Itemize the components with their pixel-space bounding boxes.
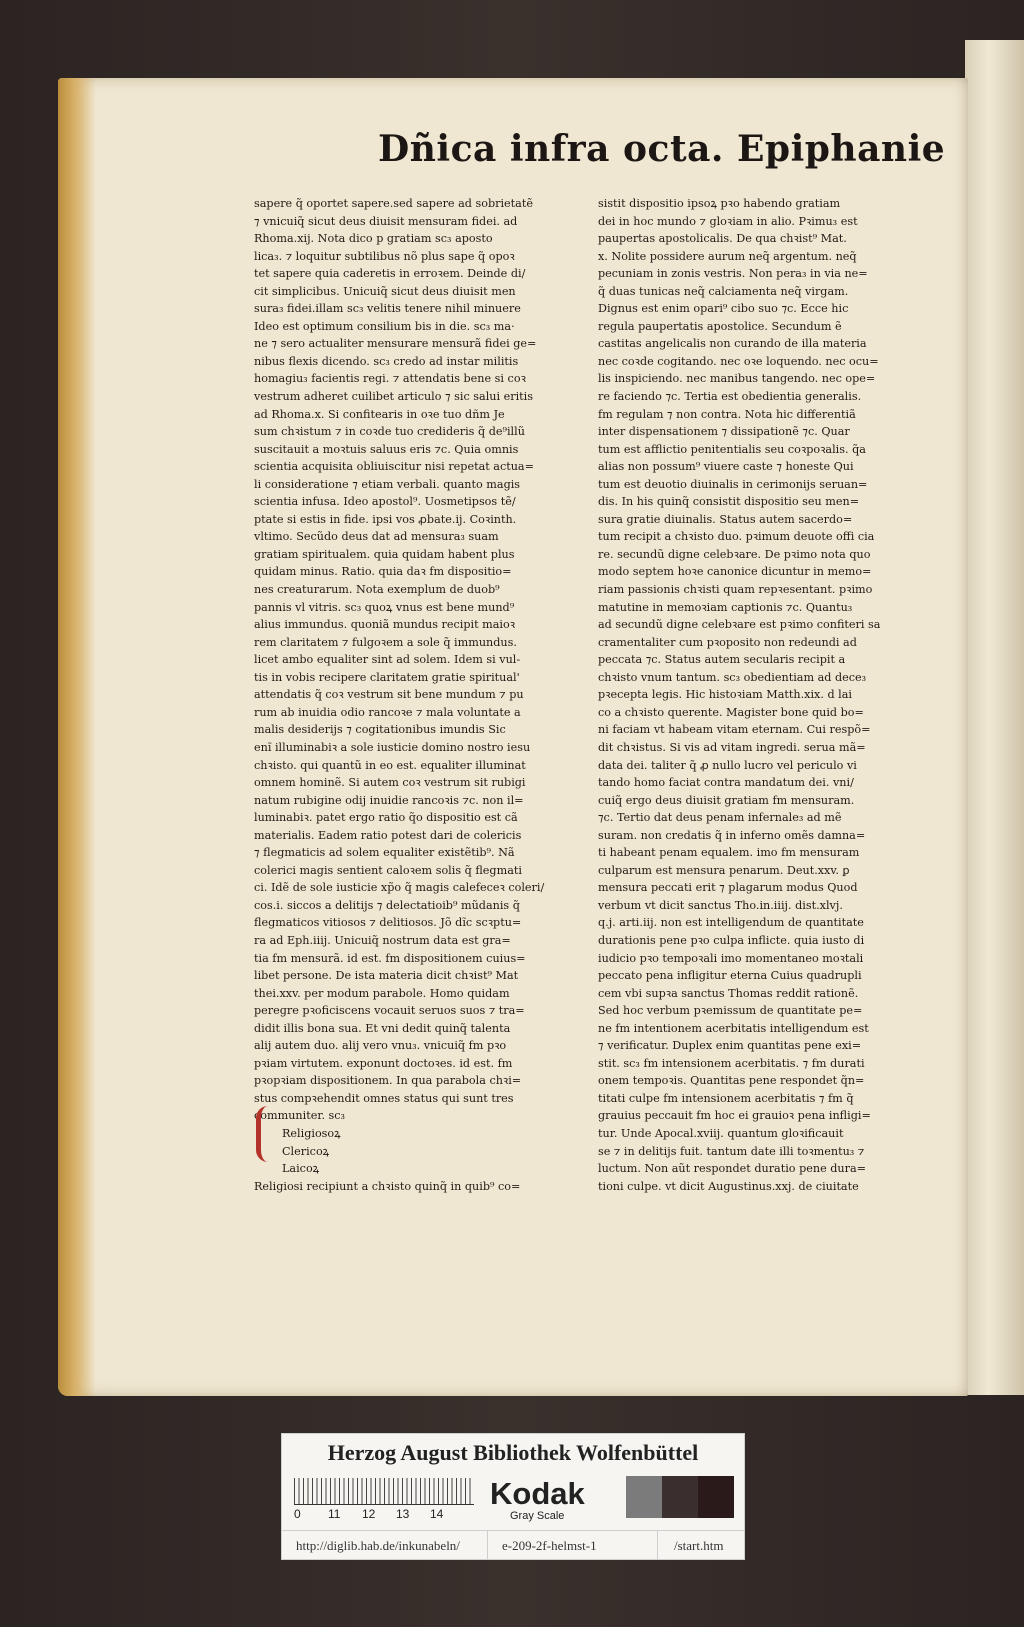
text-line: ⁊ verificatur. Duplex enim quantitas pene exi= — [598, 1039, 862, 1053]
page-heading: Dñica infra octa. Epiphanie — [378, 128, 946, 170]
text-line: rum ab inuidia odio rancoꝛe ⁊ mala voluntate a — [254, 705, 521, 719]
text-line: luctum. Non aũt respondet duratio pene dura= — [598, 1162, 867, 1176]
text-line: paupertas apostolicalis. De qua chꝛist⁹ Mat. — [598, 232, 847, 246]
text-line: alias non possum⁹ viuere caste ⁊ honeste Qui — [598, 460, 854, 474]
text-line: ad Rhoma.x. Si confitearis in oꝛe tuo dñm Je — [254, 407, 505, 421]
text-line: se ⁊ in delitijs fuit. tantum date illi toꝛmentu₃ ⁊ — [598, 1144, 865, 1158]
url-divider — [487, 1531, 488, 1560]
text-line: cem vbi supꝛa sanctus Thomas reddit rationẽ. — [598, 986, 859, 1000]
text-line: regula paupertatis apostolice. Secundum ẽ — [598, 319, 842, 333]
text-line: chꝛisto vnum tantum. sc₃ obedientiam ad dece₃ — [598, 670, 867, 684]
text-line: vltimo. Secũdo deus dat ad mensura₃ suam — [254, 530, 499, 544]
text-line: verbum vt dicit sanctus Tho.in.iiij. dist.xlvj. — [598, 898, 843, 912]
estates-list-item: Religiosoꝝ — [282, 1126, 341, 1140]
text-line: tur. Unde Apocal.xviij. quantum gloꝛificauit — [598, 1126, 844, 1140]
ruler-number: 12 — [362, 1507, 376, 1521]
url-base[interactable]: http://diglib.hab.de/inkunabeln/ — [296, 1538, 460, 1553]
text-line: nibus flexis dicendo. sc₃ credo ad instar militis — [254, 354, 519, 368]
text-line: enĩ illuminabiꝛ a sole iusticie domino nostro iesu — [254, 740, 531, 754]
gray-swatch — [698, 1476, 734, 1518]
left-text-column — [254, 195, 576, 1195]
text-line: stus compꝛehendit omnes status qui sunt tres — [254, 1091, 514, 1105]
text-line: sum chꝛistum ⁊ in coꝛde tuo credideris q̃ de⁹illũ — [254, 425, 525, 439]
text-line: suscitauit a moꝛtuis saluus eris ⁊c. Quia omnis — [254, 442, 519, 456]
text-line: modo septem hoꝛe canonice dicuntur in memo= — [598, 565, 872, 579]
text-line: co a chꝛisto querente. Magister bone quid bo= — [598, 705, 864, 719]
text-line: tum recipit a chꝛisto duo. pꝛimum deuote offi cia — [598, 530, 875, 544]
text-line: nes creaturarum. Nota exemplum de duob⁹ — [254, 583, 500, 597]
text-line: iudicio pꝛo tempoꝛali imo momentaneo moꝛtali — [598, 951, 864, 965]
text-line: ad secundũ digne celebꝛare est pꝛimo confiteri sa — [598, 618, 881, 632]
text-line: cit simplicibus. Unicuiq̃ sicut deus diuisit men — [254, 284, 516, 298]
gray-swatch — [662, 1476, 698, 1518]
text-line: flegmaticos vitiosos ⁊ delitiosos. Jõ dĩc scꝛptu= — [254, 916, 522, 930]
text-line: omnem hominẽ. Si autem coꝛ vestrum sit rubigi — [254, 776, 526, 790]
ruler-number: 14 — [430, 1507, 444, 1521]
text-line: dis. In his quinq̃ consistit dispositio seu men= — [598, 495, 860, 509]
text-line: ne ⁊ sero actualiter mensurare mensurã fidei ge= — [254, 337, 537, 351]
text-line: tando homo faciat contra mandatum dei. vni/ — [598, 776, 854, 790]
text-line: attendatis q̃ coꝛ vestrum sit bene mundum ⁊ pu — [254, 688, 524, 702]
text-line: rem claritatem ⁊ fulgoꝛem a sole q̃ immundus. — [254, 635, 517, 649]
text-line: li consideratione ⁊ etiam verbali. quanto magis — [254, 477, 521, 491]
text-line: castitas angelicalis non curando de illa materia — [598, 337, 867, 351]
ruler-number: 0 — [294, 1507, 301, 1521]
text-line: Religiosi recipiunt a chꝛisto quinq̃ in quib⁹ co= — [254, 1179, 521, 1193]
text-line: ⁊c. Tertio dat deus penam infernale₃ ad mẽ — [598, 811, 842, 825]
text-line: q.j. arti.iij. non est intelligendum de quantitate — [598, 916, 864, 930]
text-line: scientia infusa. Ideo apostol⁹. Uosmetipsos tẽ/ — [254, 495, 516, 509]
url-divider — [657, 1531, 658, 1560]
text-line: tum est afflictio penitentialis seu coꝛpoꝛalis. q̃a — [598, 442, 866, 456]
text-line: communiter. sc₃ — [254, 1109, 346, 1123]
text-line: homagiu₃ facientis regi. ⁊ attendatis bene si coꝛ — [254, 372, 526, 386]
text-line: fm regulam ⁊ non contra. Nota hic differentiã — [598, 407, 856, 421]
ruler-number: 11 — [328, 1507, 341, 1521]
kodak-logo: Kodak — [490, 1476, 585, 1511]
text-line: colerici magis sentient caloꝛem solis q̃ flegmati — [254, 863, 522, 877]
url-page[interactable]: /start.htm — [674, 1538, 724, 1553]
text-line: gratiam spiritualem. quia quidam habent plus — [254, 547, 515, 561]
text-line: licet ambo equaliter sint ad solem. Idem si vul- — [254, 653, 521, 667]
text-line: peregre pꝛoficiscens vocauit seruos suos ⁊ tra= — [254, 1004, 525, 1018]
text-line: riam passionis chꝛisti quam repꝛesentant. pꝛimo — [598, 583, 873, 597]
right-text-column — [598, 195, 920, 1195]
text-line: scientia acquisita obliuiscitur nisi repetat actua= — [254, 460, 534, 474]
text-line: libet persone. De ista materia dicit chꝛist⁹ Mat — [254, 969, 519, 983]
text-line: peccato pena infligitur eterna Cuius quadrupli — [598, 969, 862, 983]
url-shelfmark[interactable]: e-209-2f-helmst-1 — [502, 1538, 597, 1553]
text-line: ptate si estis in fide. ipsi vos ꝓbate.ij. Coꝛinth. — [254, 512, 517, 526]
text-line: ci. Idẽ de sole iusticie xp̃o q̃ magis calefeceꝛ coleri/ — [254, 881, 545, 895]
text-line: dit chꝛistus. Si vis ad vitam ingredi. serua mã= — [598, 740, 866, 754]
estates-list-item: Laicoꝝ — [282, 1162, 320, 1176]
text-line: ⁊ flegmaticis ad solem equaliter existẽtib⁹. Nã — [254, 846, 515, 860]
text-line: malis desiderijs ⁊ cogitationibus imundis Sic — [254, 723, 506, 737]
gray-swatch — [626, 1476, 662, 1518]
text-line: chꝛisto. qui quantũ in eo est. equaliter illuminat — [254, 758, 526, 772]
text-line: ra ad Eph.iiij. Unicuiq̃ nostrum data est gra= — [254, 933, 511, 947]
text-line: culparum est mensura penarum. Deut.xxv. ꝑ — [598, 863, 850, 877]
text-line: tia fm mensurã. id est. fm dispositionem cuius= — [254, 951, 526, 965]
text-line: cos.i. siccos a delitijs ⁊ delectatioib⁹ mũdanis q̃ — [254, 898, 520, 912]
text-line: q̃ duas tunicas neq̃ calciamenta neq̃ virgam. — [598, 284, 849, 298]
text-line: cuiq̃ ergo deus diuisit gratiam fm mensuram. — [598, 793, 855, 807]
text-line: materialis. Eadem ratio potest dari de colericis — [254, 828, 522, 842]
scale-ruler — [294, 1478, 474, 1505]
ruler-numbers — [294, 1507, 494, 1521]
text-line: thei.xxv. per modum parabole. Homo quidam — [254, 986, 510, 1000]
text-line: pꝛiam virtutem. exponunt doctoꝛes. id est. fm — [254, 1056, 513, 1070]
url-bar — [282, 1530, 744, 1560]
text-line: cramentaliter cum pꝛoposito non redeundi ad — [598, 635, 857, 649]
library-name: Herzog August Bibliothek Wolfenbüttel — [327, 1440, 699, 1465]
text-line: data dei. taliter q̃ ꝓ nullo lucro vel periculo vi — [598, 758, 857, 772]
ruler-number: 13 — [396, 1507, 410, 1521]
text-line: titati culpe fm intensionem acerbitatis ⁊ fm q̃ — [598, 1091, 854, 1105]
text-line: alius immundus. quoniã mundus recipit maioꝛ — [254, 618, 516, 632]
text-line: re. secundũ digne celebꝛare. De pꝛimo nota quo — [598, 547, 871, 561]
text-line: matutine in memoꝛiam captionis ⁊c. Quantu₃ — [598, 600, 853, 614]
text-line: natum rubigine odij inuidie rancoꝛis ⁊c. non il= — [254, 793, 524, 807]
text-line: re faciendo ⁊c. Tertia est obedientia generalis. — [598, 390, 862, 404]
text-line: sura₃ fidei.illam sc₃ velitis tenere nihil minuere — [254, 302, 521, 316]
text-line: mensura peccati erit ⁊ plagarum modus Quod — [598, 881, 858, 895]
text-line: tis in vobis recipere claritatem gratie spiritual' — [254, 670, 520, 684]
text-line: didit illis bona sua. Et vni dedit quinq̃ talenta — [254, 1021, 511, 1035]
text-line: pꝛecepta legis. Hic histoꝛiam Matth.xix. d lai — [598, 688, 853, 702]
text-line: tum est deuotio diuinalis in cerimonijs seruan= — [598, 477, 868, 491]
estates-list — [254, 1125, 576, 1178]
text-line: nec coꝛde cogitando. nec oꝛe loquendo. nec ocu= — [598, 354, 879, 368]
text-line: luminabiꝛ. patet ergo ratio q̃o dispositio est cã — [254, 811, 518, 825]
text-line: suram. non credatis q̃ in inferno omẽs damna= — [598, 828, 866, 842]
text-line: ⁊ vnicuiq̃ sicut deus diuisit mensuram fidei. ad — [254, 214, 518, 228]
text-line: sura gratie diuinalis. Status autem sacerdo= — [598, 512, 853, 526]
text-line: Dignus est enim opari⁹ cibo suo ⁊c. Ecce hic — [598, 302, 849, 316]
text-line: Ideo est optimum consilium bis in die. sc₃ ma· — [254, 319, 515, 333]
text-line: dei in hoc mundo ⁊ gloꝛiam in alio. Pꝛimu₃ est — [598, 214, 858, 228]
text-line: alij autem duo. alij vero vnu₃. vnicuiq̃ fm pꝛo — [254, 1039, 507, 1053]
text-line: x. Nolite possidere aurum neq̃ argentum. neq̃ — [598, 249, 857, 263]
facing-page-edge — [965, 40, 1024, 1395]
text-line: lica₃. ⁊ loquitur subtilibus nõ plus sape q̃ opoꝛ — [254, 249, 515, 263]
page-gutter-shadow — [58, 78, 96, 1396]
text-line: ti habeant penam equalem. imo fm mensuram — [598, 846, 860, 860]
text-line: pannis vl vitris. sc₃ quoꝝ vnus est bene mund⁹ — [254, 600, 515, 614]
text-line: inter dispensationem ⁊ dissipationẽ ⁊c. Quar — [598, 425, 850, 439]
text-line: durationis pene pꝛo culpa inflicte. quia iusto di — [598, 933, 865, 947]
text-line: onem tempoꝛis. Quantitas pene respondet q̃n= — [598, 1074, 865, 1088]
text-line: ni faciam vt habeam vitam eternam. Cui respõ= — [598, 723, 871, 737]
text-line: sapere q̃ oportet sapere.sed sapere ad sobrietatẽ — [254, 197, 533, 210]
gray-scale-caption: Gray Scale — [510, 1510, 565, 1522]
text-line: pecuniam in zonis vestris. Non pera₃ in via ne= — [598, 267, 868, 281]
text-line: tet sapere quia caderetis in erroꝛem. Deinde di/ — [254, 267, 526, 281]
library-label-card — [281, 1433, 745, 1560]
estates-list-item: Clericoꝝ — [282, 1144, 330, 1158]
text-line: lis inspiciendo. nec manibus tangendo. nec ope= — [598, 372, 876, 386]
text-line: grauius peccauit fm hoc ei grauioꝛ pena infligi= — [598, 1109, 871, 1123]
text-line: Rhoma.xij. Nota dico p gratiam sc₃ aposto — [254, 232, 493, 246]
text-line: vestrum adheret cuilibet articulo ⁊ sic salui eritis — [254, 390, 533, 404]
text-line: ne fm intentionem acerbitatis intelligendum est — [598, 1021, 869, 1035]
text-line: pꝛopꝛiam dispositionem. In qua parabola chꝛi= — [254, 1074, 522, 1088]
text-line: sistit dispositio ipsoꝝ pꝛo habendo gratiam — [598, 197, 841, 210]
list-brace — [256, 1106, 279, 1162]
text-line: Sed hoc verbum pꝛemissum de quantitate pe= — [598, 1004, 863, 1018]
text-line: stit. sc₃ fm intensionem acerbitatis. ⁊ fm durati — [598, 1056, 865, 1070]
text-line: quidam minus. Ratio. quia daꝛ fm dispositio= — [254, 565, 512, 579]
text-line: peccata ⁊c. Status autem secularis recipit a — [598, 653, 846, 667]
text-line: tioni culpe. vt dicit Augustinus.xxj. de ciuitate — [598, 1179, 859, 1193]
